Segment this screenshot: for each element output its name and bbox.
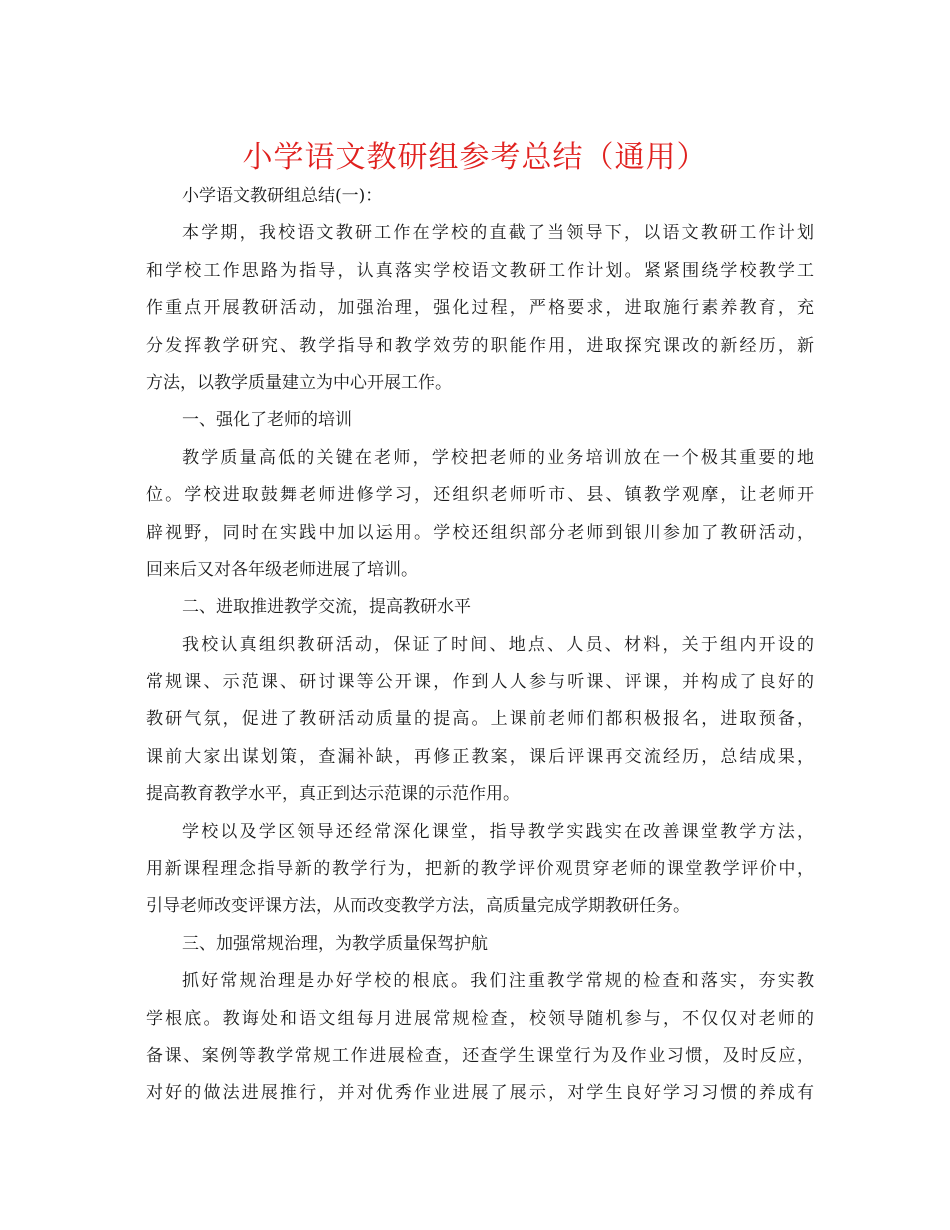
text-line: 用新课程理念指导新的教学行为，把新的教学评价观贯穿老师的课堂教学评价中， <box>146 859 814 880</box>
text-line: 我校认真组织教研活动，保证了时间、地点、人员、材料，关于组内开设的 <box>182 634 814 655</box>
text-line: 常规课、示范课、研讨课等公开课，作到人人参与听课、评课，并构成了良好的 <box>146 672 814 693</box>
document-body <box>146 178 814 1113</box>
text-line: 学校以及学区领导还经常深化课堂，指导教学实践实在改善课堂教学方法， <box>182 821 814 842</box>
text-line: 教学质量高低的关键在老师，学校把老师的业务培训放在一个极其重要的地 <box>182 447 814 468</box>
text-line: 学根底。教诲处和语文组每月进展常规检查，校领导随机参与，不仅仅对老师的 <box>146 1008 814 1029</box>
text-line: 二、进取推进教学交流，提高教研水平 <box>182 597 471 618</box>
text-line: 一、强化了老师的培训 <box>182 410 352 431</box>
text-line: 辟视野，同时在实践中加以运用。学校还组织部分老师到银川参加了教研活动， <box>146 522 814 543</box>
text-line: 课前大家出谋划策，查漏补缺，再修正教案，课后评课再交流经历，总结成果， <box>146 746 814 767</box>
text-line: 方法，以教学质量建立为中心开展工作。 <box>146 372 452 393</box>
text-line: 备课、案例等教学常规工作进展检查，还查学生课堂行为及作业习惯，及时反应， <box>146 1045 814 1066</box>
text-line: 抓好常规治理是办好学校的根底。我们注重教学常规的检查和落实，夯实教 <box>182 971 814 992</box>
text-line: 三、加强常规治理，为教学质量保驾护航 <box>182 933 488 954</box>
text-line: 位。学校进取鼓舞老师进修学习，还组织老师听市、县、镇教学观摩，让老师开 <box>146 485 814 506</box>
document-title: 小学语文教研组参考总结（通用） <box>242 140 708 175</box>
text-line: 引导老师改变评课方法，从而改变教学方法，高质量完成学期教研任务。 <box>146 896 690 917</box>
text-line: 本学期，我校语文教研工作在学校的直截了当领导下，以语文教研工作计划 <box>182 223 814 244</box>
text-line: 对好的做法进展推行，并对优秀作业进展了展示，对学生良好学习习惯的养成有 <box>146 1083 814 1104</box>
text-line: 和学校工作思路为指导，认真落实学校语文教研工作计划。紧紧围绕学校教学工 <box>146 260 814 281</box>
text-line: 教研气氛，促进了教研活动质量的提高。上课前老师们都积极报名，进取预备， <box>146 709 814 730</box>
text-line: 小学语文教研组总结(一)： <box>182 186 383 206</box>
text-line: 作重点开展教研活动，加强治理，强化过程，严格要求，进取施行素养教育，充 <box>146 298 814 319</box>
text-line: 分发挥教学研究、教学指导和教学效劳的职能作用，进取探究课改的新经历，新 <box>146 335 814 356</box>
text-line: 回来后又对各年级老师进展了培训。 <box>146 559 418 580</box>
text-line: 提高教育教学水平，真正到达示范课的示范作用。 <box>146 784 520 805</box>
